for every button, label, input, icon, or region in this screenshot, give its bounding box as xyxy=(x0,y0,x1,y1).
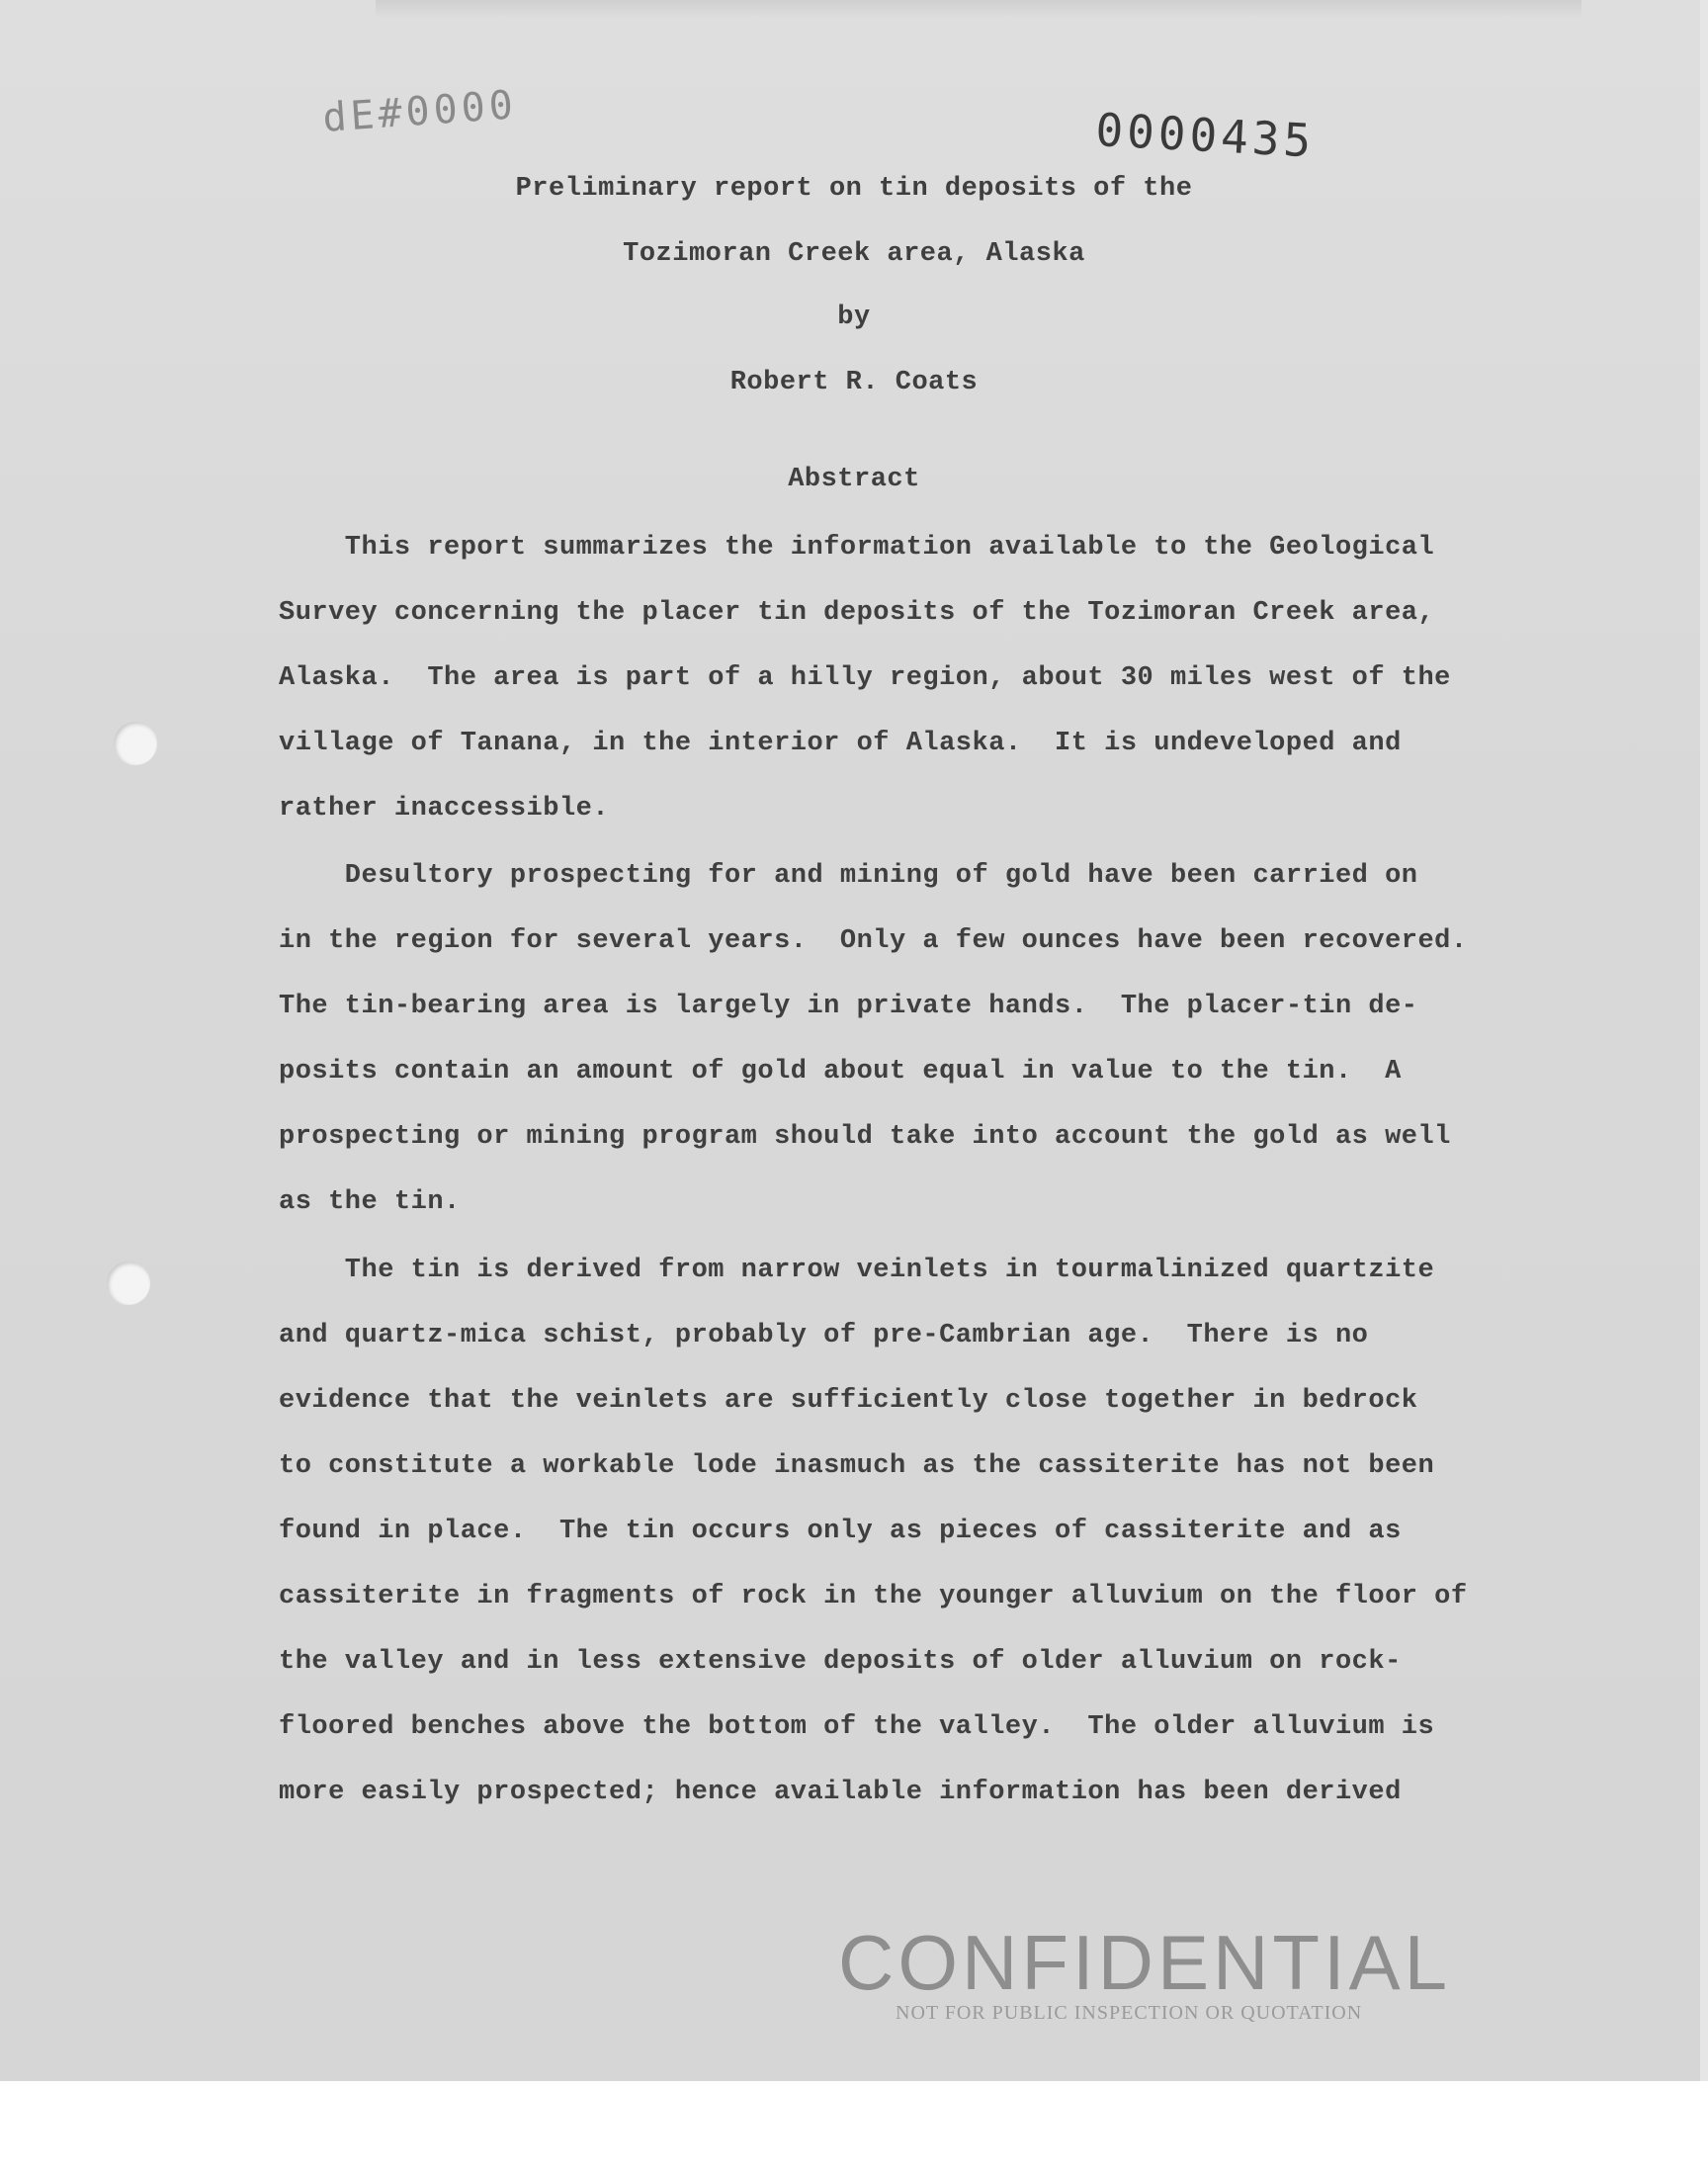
body-line-8: The tin-bearing area is largely in private hands. The placer-tin de- xyxy=(279,992,1418,1021)
top-edge-shadow xyxy=(376,0,1581,18)
body-line-10: prospecting or mining program should take into account the gold as well xyxy=(279,1122,1451,1152)
body-line-2: Survey concerning the placer tin deposits of the Tozimoran Creek area, xyxy=(279,598,1435,628)
report-title-line-2: Tozimoran Creek area, Alaska xyxy=(623,239,1085,269)
body-line-3: Alaska. The area is part of a hilly region, about 30 miles west of the xyxy=(279,663,1451,693)
body-line-19: floored benches above the bottom of the valley. The older alluvium is xyxy=(279,1712,1435,1742)
body-line-11: as the tin. xyxy=(279,1187,461,1217)
body-line-6: Desultory prospecting for and mining of gold have been carried on xyxy=(279,861,1418,891)
body-line-1: This report summarizes the information available to the Geological xyxy=(279,533,1435,563)
author-name: Robert R. Coats xyxy=(729,368,979,397)
punch-hole-upper xyxy=(114,722,157,765)
archive-stamp-left: dE#0000 xyxy=(321,82,519,141)
page-number-stamp: 0000435 xyxy=(1094,103,1317,168)
byline-by: by xyxy=(837,303,871,332)
confidential-stamp-subtitle: NOT FOR PUBLIC INSPECTION OR QUOTATION xyxy=(896,2002,1363,2024)
body-line-13: and quartz-mica schist, probably of pre-Cambrian age. There is no xyxy=(279,1321,1369,1350)
body-line-7: in the region for several years. Only a few ounces have been recovered. xyxy=(279,926,1468,956)
body-line-9: posits contain an amount of gold about equal in value to the tin. A xyxy=(279,1057,1402,1087)
body-line-15: to constitute a workable lode inasmuch as the cassiterite has not been xyxy=(279,1451,1435,1481)
body-line-20: more easily prospected; hence available information has been derived xyxy=(279,1778,1402,1807)
body-line-18: the valley and in less extensive deposits of older alluvium on rock- xyxy=(279,1647,1402,1677)
report-title-line-1: Preliminary report on tin deposits of the xyxy=(515,174,1193,204)
body-line-12: The tin is derived from narrow veinlets in tourmalinized quartzite xyxy=(279,1256,1435,1285)
body-line-14: evidence that the veinlets are sufficiently close together in bedrock xyxy=(279,1386,1418,1416)
confidential-stamp: CONFIDENTIAL xyxy=(838,1919,1452,2006)
abstract-heading: Abstract xyxy=(788,465,920,494)
body-line-5: rather inaccessible. xyxy=(279,794,610,824)
body-line-4: village of Tanana, in the interior of Alaska. It is undeveloped and xyxy=(279,729,1402,758)
body-line-17: cassiterite in fragments of rock in the younger alluvium on the floor of xyxy=(279,1582,1468,1611)
punch-hole-lower xyxy=(107,1262,150,1305)
body-line-16: found in place. The tin occurs only as pieces of cassiterite and as xyxy=(279,1517,1402,1546)
